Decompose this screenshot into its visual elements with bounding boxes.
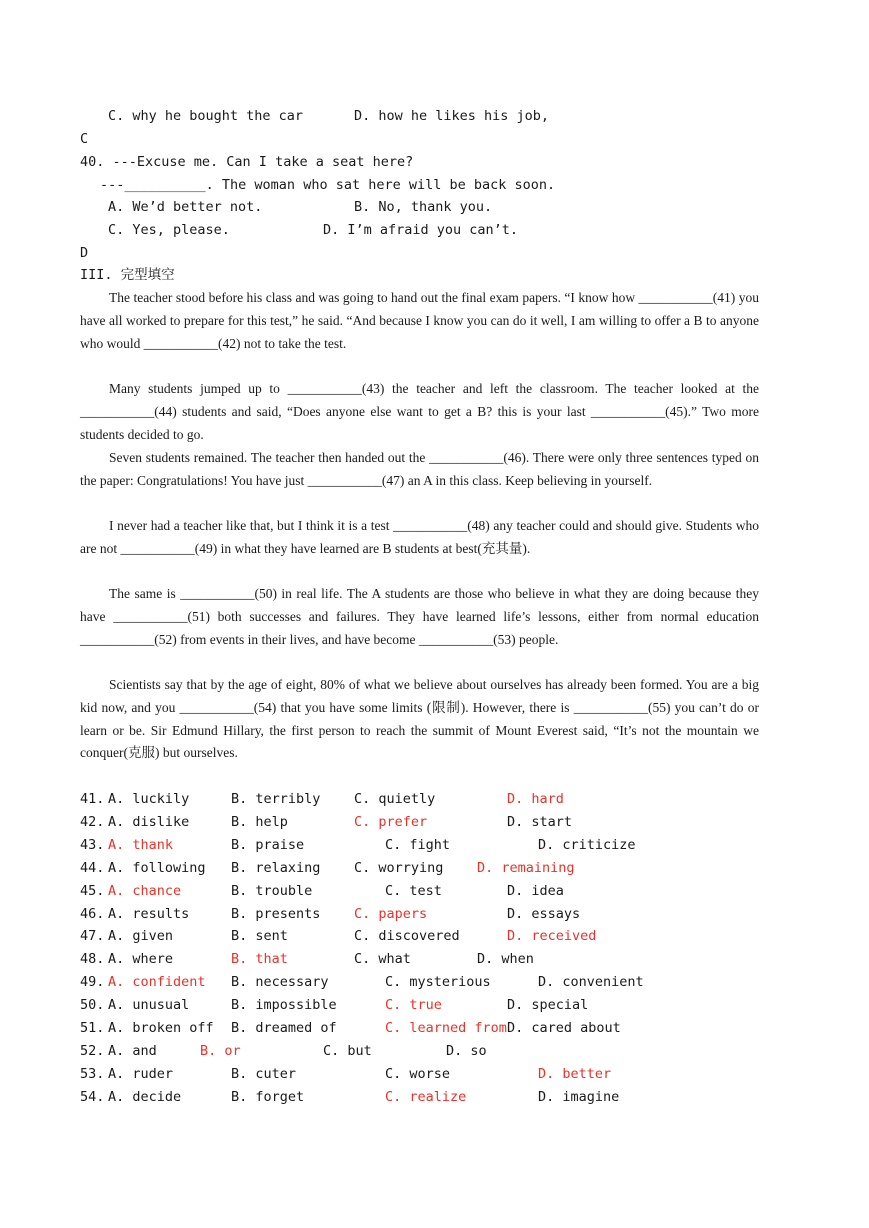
option: D. convenient xyxy=(538,974,644,991)
option: B. presents xyxy=(231,905,321,922)
question-number: 52. xyxy=(80,1042,105,1059)
passage-text: I never had a teacher like that, but I think it is a test ___________(48) any teacher could and should give. Students who are not ___________(49) in what they have learned are B students at best(充其量). xyxy=(80,518,759,556)
option: D. when xyxy=(477,951,534,968)
option: B. impossible xyxy=(231,997,337,1014)
option: A. following xyxy=(108,859,206,876)
q40-option-b: B. No, thank you. xyxy=(354,199,493,215)
option: A. given xyxy=(108,928,174,945)
correct-option: B. that xyxy=(231,951,288,968)
option: C. but xyxy=(323,1042,372,1059)
q40-option-c: C. Yes, please. xyxy=(108,222,230,238)
option: C. worse xyxy=(385,1065,451,1082)
correct-option: C. papers xyxy=(354,905,428,922)
correct-option: C. prefer xyxy=(354,813,428,830)
question-number: 48. xyxy=(80,951,105,968)
q40-prompt: 40. ---Excuse me. Can I take a seat here? xyxy=(80,154,414,170)
passage-paragraph xyxy=(80,583,759,651)
option: C. quietly xyxy=(354,791,436,807)
question-number: 53. xyxy=(80,1065,105,1082)
question-number: 47. xyxy=(80,928,105,945)
question-number: 49. xyxy=(80,974,105,991)
correct-option: B. or xyxy=(200,1042,241,1059)
option: C. what xyxy=(354,951,411,968)
q39-option-d: D. how he likes his job, xyxy=(354,108,550,124)
passage-paragraph xyxy=(80,447,759,493)
option: C. mysterious xyxy=(385,974,491,991)
option: B. cuter xyxy=(231,1065,297,1082)
passage-paragraph xyxy=(80,378,759,446)
q40-option-d: D. I’m afraid you can’t. xyxy=(323,222,519,238)
option: D. imagine xyxy=(538,1088,620,1105)
correct-option: C. true xyxy=(385,997,442,1014)
passage-text: Scientists say that by the age of eight, 80% of what we believe about ourselves has already been formed. You are a big kid now, and you ___________(54) that you have some limits (限制). However, there is ___________(55) you can’t do or learn or be. Sir Edmund Hillary, the first person to reach the summit of Mount Everest said, “It’s not the mountain we conquer(克服) but ourselves. xyxy=(80,677,759,761)
option: D. start xyxy=(507,813,573,830)
section-title: III. 完型填空 xyxy=(80,267,175,283)
passage-paragraph xyxy=(80,287,759,355)
option: B. praise xyxy=(231,836,305,853)
option: A. where xyxy=(108,951,174,968)
q39-option-c: C. why he bought the car xyxy=(108,108,304,124)
question-number: 41. xyxy=(80,791,105,807)
question-number: 50. xyxy=(80,997,105,1014)
option: B. sent xyxy=(231,928,288,945)
correct-option: D. better xyxy=(538,1065,612,1082)
question-number: 43. xyxy=(80,836,105,853)
option: C. test xyxy=(385,882,442,899)
correct-option: A. chance xyxy=(108,882,182,899)
q40-reply: ---__________. The woman who sat here will be back soon. xyxy=(100,177,556,193)
option: A. results xyxy=(108,905,190,922)
option: D. essays xyxy=(507,905,581,922)
correct-option: C. realize xyxy=(385,1088,467,1105)
passage-text: The same is ___________(50) in real life. The A students are those who believe in what they are doing because they have ___________(51) both successes and failures. They have learned life’s lessons, either from normal education ___________(52) from events in their lives, and have become ___________(53) people. xyxy=(80,586,759,647)
passage-paragraph xyxy=(80,674,759,765)
correct-option: D. hard xyxy=(507,791,564,807)
q40-answer: D xyxy=(80,245,89,261)
option: C. fight xyxy=(385,836,451,853)
option: B. necessary xyxy=(231,974,329,991)
question-number: 54. xyxy=(80,1088,105,1105)
question-number: 45. xyxy=(80,882,105,899)
passage-text: The teacher stood before his class and was going to hand out the final exam papers. “I know how ___________(41) you have all worked to prepare for this test,” he said. “And because I know you can do it well, I am willing to offer a B to anyone who would ___________(42) not to take the test. xyxy=(80,290,759,351)
option: C. discovered xyxy=(354,928,460,945)
q39-answer: C xyxy=(80,131,89,147)
correct-option: A. confident xyxy=(108,974,206,991)
option: A. luckily xyxy=(108,791,190,807)
option: A. decide xyxy=(108,1088,182,1105)
option: D. idea xyxy=(507,882,564,899)
option: A. ruder xyxy=(108,1065,174,1082)
question-number: 46. xyxy=(80,905,105,922)
option: B. relaxing xyxy=(231,859,321,876)
option: A. dislike xyxy=(108,813,190,830)
option: B. forget xyxy=(231,1088,305,1105)
passage-paragraph xyxy=(80,515,759,561)
question-number: 51. xyxy=(80,1020,105,1036)
option: A. unusual xyxy=(108,997,190,1014)
correct-option: D. received xyxy=(507,928,597,945)
option: D. so xyxy=(446,1042,487,1059)
option: C. worrying xyxy=(354,859,444,876)
option: B. terribly xyxy=(231,791,321,807)
option: D. criticize xyxy=(538,836,636,853)
option: D. cared about xyxy=(507,1020,621,1036)
correct-option: C. learned from xyxy=(385,1020,507,1036)
option: B. help xyxy=(231,813,288,830)
option: D. special xyxy=(507,997,589,1014)
passage-text: Seven students remained. The teacher then handed out the ___________(46). There were only three sentences typed on the paper: Congratulations! You have just ___________(47) an A in this class. Keep believing in yourself. xyxy=(80,450,759,488)
passage-text: Many students jumped up to ___________(43) the teacher and left the classroom. The teacher looked at the ___________(44) students and said, “Does anyone else want to get a B? this is your last ___________(45).” Two more students decided to go. xyxy=(80,381,759,442)
option: A. broken off xyxy=(108,1020,214,1036)
question-number: 42. xyxy=(80,813,105,830)
option: B. dreamed of xyxy=(231,1020,337,1036)
q40-option-a: A. We’d better not. xyxy=(108,199,263,215)
option: A. and xyxy=(108,1042,157,1059)
correct-option: A. thank xyxy=(108,836,174,853)
correct-option: D. remaining xyxy=(477,859,575,876)
question-number: 44. xyxy=(80,859,105,876)
option: B. trouble xyxy=(231,882,313,899)
